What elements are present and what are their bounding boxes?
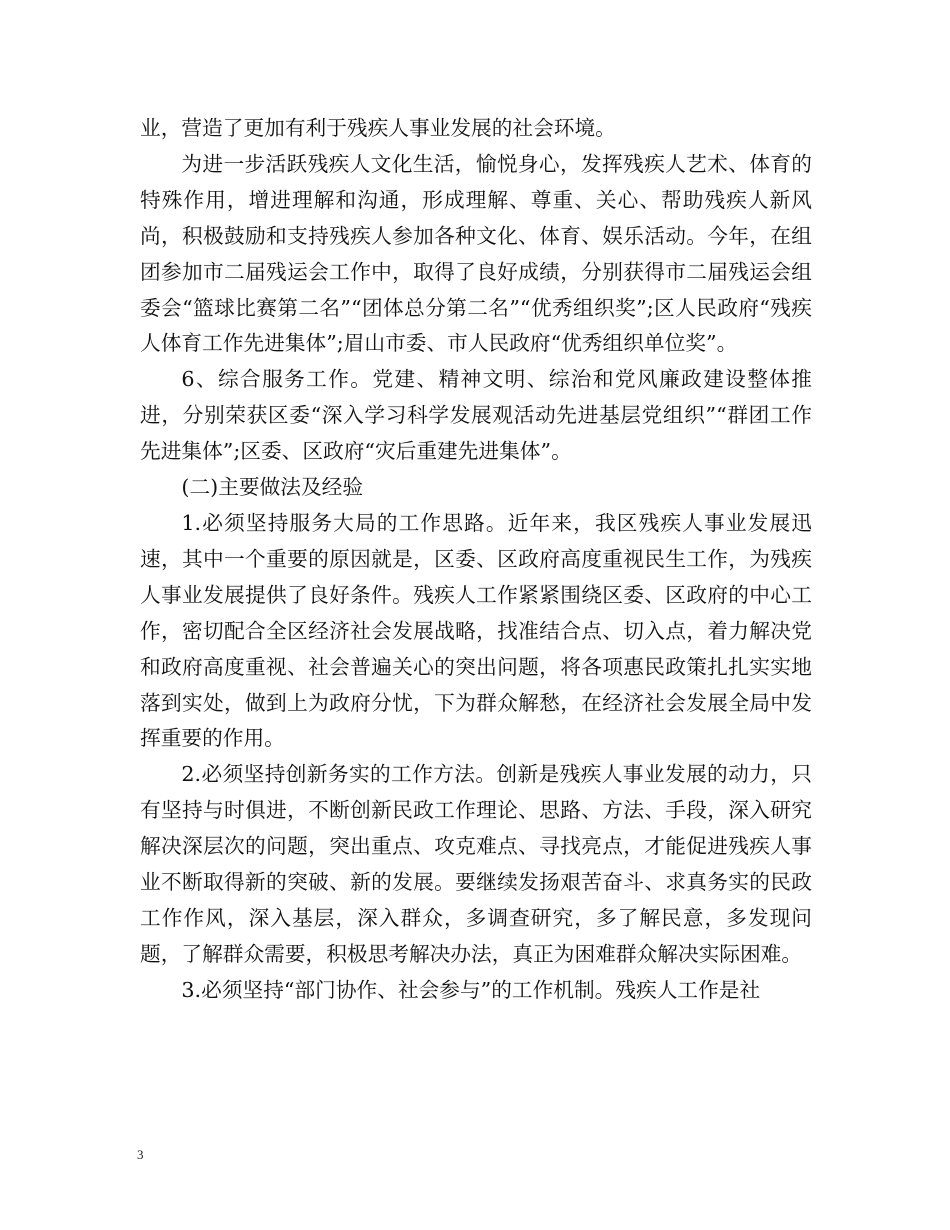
page-number: 3 <box>137 1147 144 1162</box>
document-body <box>140 111 812 1009</box>
section-heading: (二)主要做法及经验 <box>181 475 364 500</box>
paragraph-continuation: 业，营造了更加有利于残疾人事业发展的社会环境。 <box>140 116 616 140</box>
paragraph-point-2: 2.必须坚持创新务实的工作方法。创新是残疾人事业发展的动力，只有坚持与时俱进，不断创新民政工作理论、思路、方法、手段，深入研究解决深层次的问题，突出重点、攻克难点、寻找亮点，才能促进残疾人事业不断取得新的突破、新的发展。要继续发扬艰苦奋斗、求真务实的民政工作作风，深入基层，深入群众，多调查研究，多了解民意，多发现问题，了解群众需要，积极思考解决办法，真正为困难群众解决实际困难。 <box>140 762 812 966</box>
paragraph-comprehensive-service: 6、综合服务工作。党建、精神文明、综治和党风廉政建设整体推进，分别荣获区委“深入学习科学发展观活动先进基层党组织”“群团工作先进集体”;区委、区政府“灾后重建先进集体”。 <box>140 367 812 464</box>
paragraph-point-3: 3.必须坚持“部门协作、社会参与”的工作机制。残疾人工作是社 <box>181 977 761 1002</box>
paragraph-culture-sports: 为进一步活跃残疾人文化生活，愉悦身心，发挥残疾人艺术、体育的特殊作用，增进理解和沟通，形成理解、尊重、关心、帮助残疾人新风尚，积极鼓励和支持残疾人参加各种文化、体育、娱乐活动。今年，在组团参加市二届残运会工作中，取得了良好成绩，分别获得市二届残运会组委会“篮球比赛第二名”“团体总分第二名”“优秀组织奖”;区人民政府“残疾人体育工作先进集体”;眉山市委、市人民政府“优秀组织单位奖”。 <box>140 151 812 356</box>
paragraph-point-1: 1.必须坚持服务大局的工作思路。近年来，我区残疾人事业发展迅速，其中一个重要的原因就是，区委、区政府高度重视民生工作，为残疾人事业发展提供了良好条件。残疾人工作紧紧围绕区委、区政府的中心工作，密切配合全区经济社会发展战略，找准结合点、切入点，着力解决党和政府高度重视、社会普遍关心的突出问题，将各项惠民政策扎扎实实地落到实处，做到上为政府分忧，下为群众解愁，在经济社会发展全局中发挥重要的作用。 <box>140 510 812 751</box>
